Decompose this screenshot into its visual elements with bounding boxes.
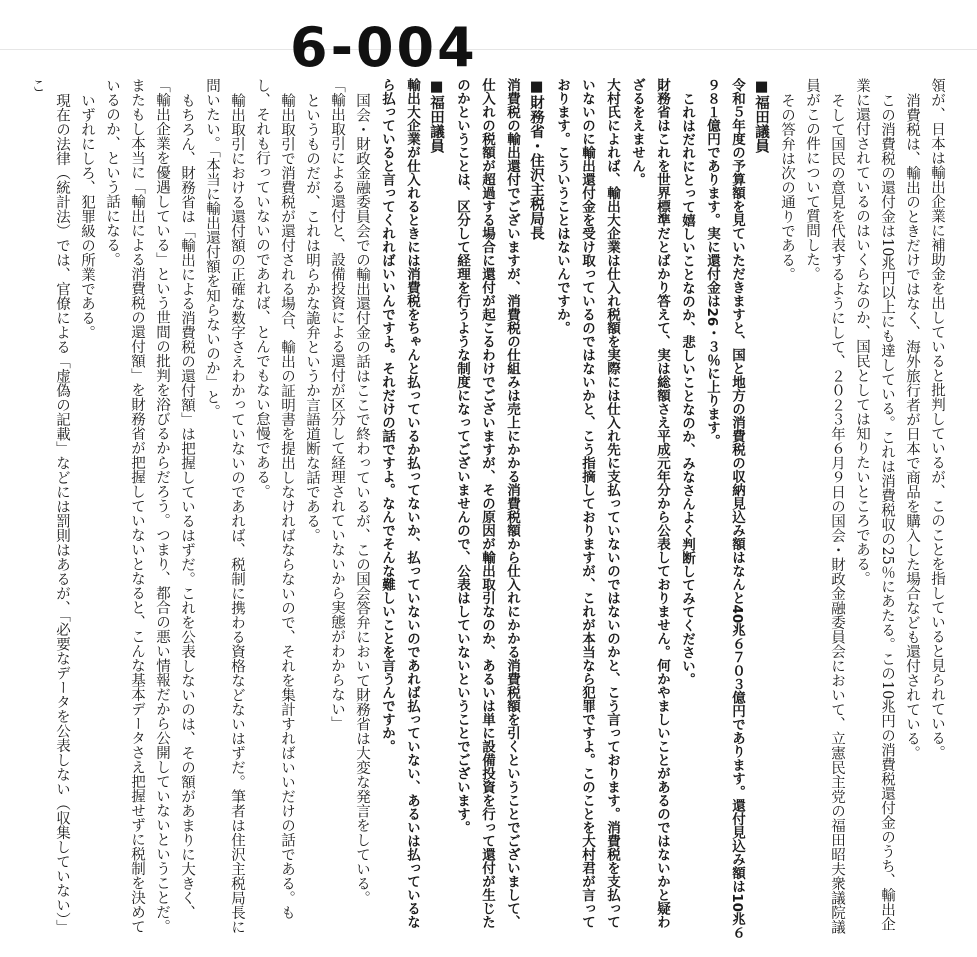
quote-paragraph: 大村氏によれば、輸出大企業は仕入れ税額を実際には仕入れ先に支払っていないのではないのかと、こう言っております。消費税を支払っていないのに輸出還付金を受け取っているのではないかと、こう指摘しておりますが、これが本当なら犯罪ですよ。このことを大村君が言っております。こういうことはないんですか。 [554,78,620,929]
quote-paragraph: これはだれにとって嬉しいことなのか、悲しいことなのか、みなさんよく判断してみてください。 [679,91,695,686]
header-divider [0,49,977,50]
speaker-heading: ■財務省・住沢主税局長 [528,78,545,240]
paragraph: その答弁は次の通りである。 [779,92,795,281]
paragraph: 国会・財政金融委員会での輸出還付金の話はここで終わっているが、この国会答弁において財務省は大変な発言をしている。 [354,92,370,905]
speaker-heading: ■福田議員 [753,78,770,153]
paragraph: というものだが、これは明らかな詭弁というか言語道断な話である。 [304,92,320,542]
paragraph: いずれにしろ、犯罪級の所業である。 [79,92,95,339]
paragraph: 「輸出取引による還付と、設備投資による還付が区分して経理されていないから実態がわからない」 [329,78,345,731]
paragraph: そして国民の意見を代表するようにして、２０２３年６月９日の国会・財政金融委員会において、立憲民主党の福田昭夫衆議院議員がこの件について質問した。 [804,78,845,934]
article-body [19,78,949,940]
paragraph: もちろん、財務省は「輸出による消費税の還付額」は把握しているはずだ。これを公表しないのは、その額があまりに大きく、「輸出企業を優遇している」という世間の批判を浴びるからだろう。つまり、都合の悪い情報だから公開していないということだ。 [154,78,195,934]
page-title: 6-004 [290,16,478,79]
paragraph: 現在の法律（統計法）では、官僚による「虚偽の記載」などには罰則はあるが、「必要なデータを公表しない（収集していない）」こ [29,78,70,934]
quote-paragraph: 令和５年度の予算額を見ていただきますと、国と地方の消費税の収納見込み額はなんと40兆６７０３億円であります。還付見込み額は10兆６９８１億円であります。実に還付金は26・３％に上ります。 [704,78,745,940]
paragraph: またもし本当に「輸出による消費税の還付額」を財務省が把握していないとなると、こんな基本データさえ把握せずに税制を決めているのか、という話になる。 [104,78,145,934]
paragraph: 領が、日本は輸出企業に補助金を出していると批判しているが、このことを指していると見られている。 [929,78,945,760]
paragraph: 輸出取引における還付額の正確な数字さえわかっていないのであれば、税制に携わる資格などないはずだ。筆者は住沢主税局長に問いたい。「本当に輸出還付額を知らないのか」と。 [204,78,245,934]
quote-paragraph: 財務省はこれを世界標準だとばかり答えて、実は総額さえ平成元年分から公表しておりません。何かやましいことがあるのではないかと疑わざるをえません。 [629,78,670,929]
quote-paragraph: 消費税の輸出還付でございますが、消費税の仕組みは売上にかかる消費税額から仕入れにかかる消費税額を引くということでございまして、仕入れの税額が超過する場合に還付が起こるわけでございますが、その原因が輸出取引なのか、あるいは単に設備投資を行って還付が生じたのかということは、区分して経理を行うような制度になってございませんので、公表はしていないということでございます。 [454,78,520,929]
paragraph: この消費税の還付金は10兆円以上にも達している。これは消費税収の25％にあたる。この10兆円の消費税還付金のうち、輸出企業に還付されているのはいくらなのか、国民としては知りたいところである。 [854,78,895,931]
paragraph: 消費税は、輸出のときだけではなく、海外旅行者が日本で商品を購入した場合なども還付されている。 [904,92,920,760]
quote-paragraph: 輸出大企業が仕入れるときには消費税をちゃんと払っているか払ってないか、払っていないのであれば払っていない、あるいは払っているなら払っていると言ってくれればいいんですよ。それだけの話ですよ。なんでそんな難しいことを言うんですか。 [379,78,420,929]
speaker-heading: ■福田議員 [428,78,445,153]
paragraph: 輸出取引で消費税が還付される場合、輸出の証明書を提出しなければならないので、それを集計すればいいだけの話である。もし、それも行っていないのであれば、とんでもない怠慢である。 [254,78,295,919]
